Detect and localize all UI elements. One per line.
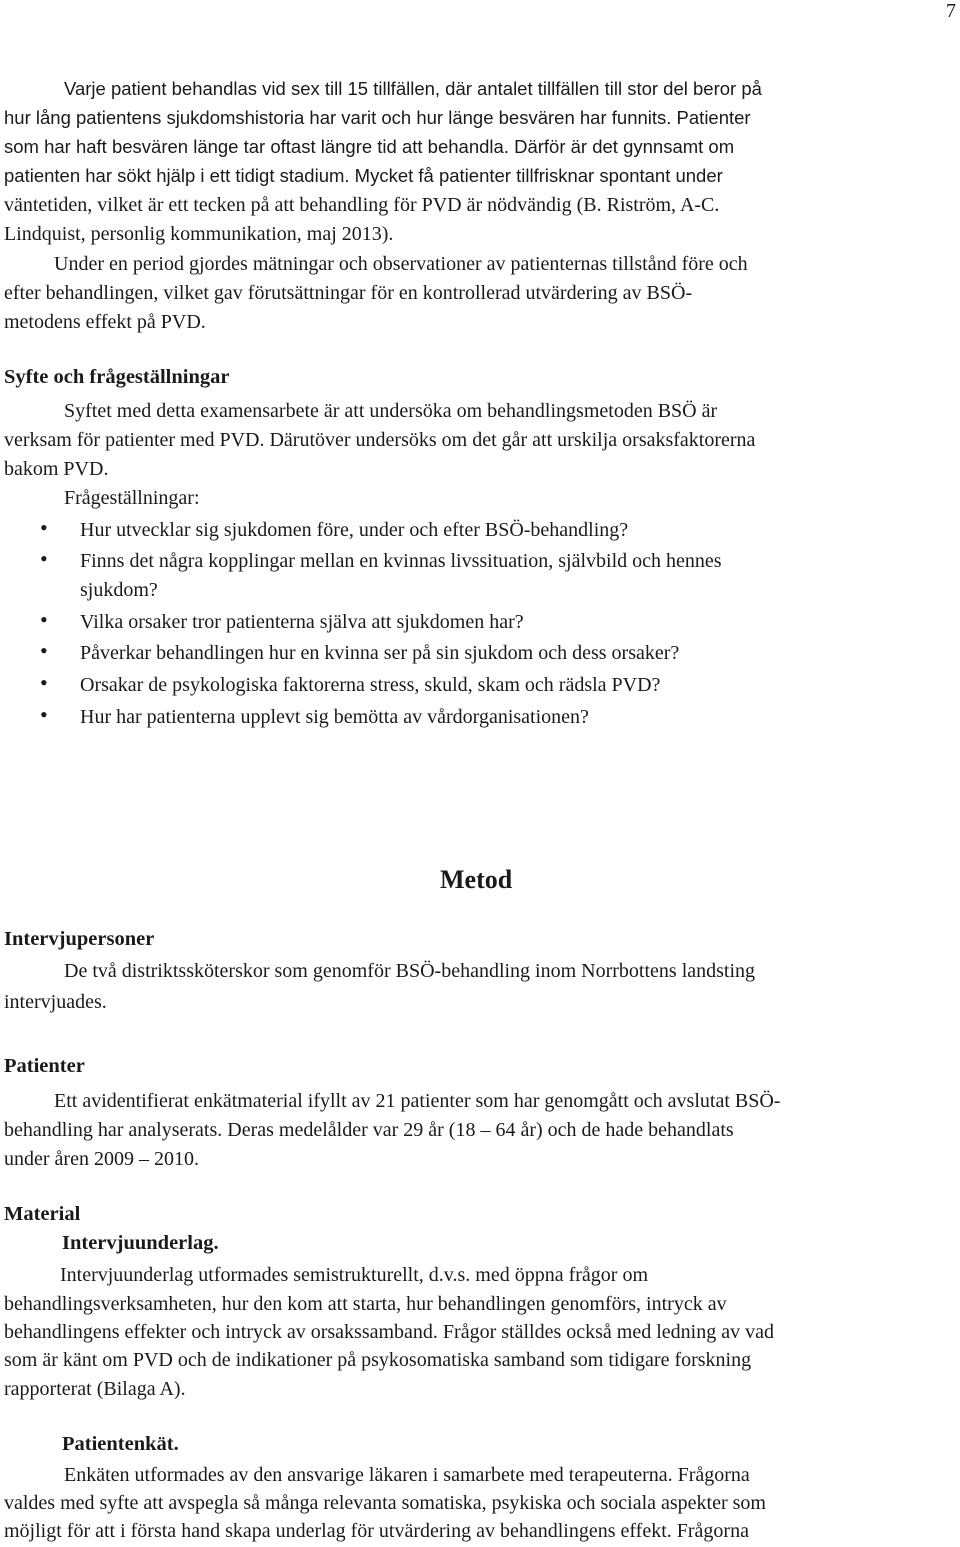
bullet-icon: •	[40, 638, 48, 663]
text-line: väntetiden, vilket är ett tecken på att behandling för PVD är nödvändig (B. Riström, A-C.	[4, 194, 720, 216]
list-item-text: Hur har patienterna upplevt sig bemötta av vårdorganisationen?	[80, 706, 589, 728]
text-line: efter behandlingen, vilket gav förutsättningar för en kontrollerad utvärdering av BSÖ-	[4, 282, 693, 304]
text-line: Ett avidentifierat enkätmaterial ifyllt av 21 patienter som har genomgått och avslutat BSÖ-	[54, 1090, 781, 1112]
text-line: Varje patient behandlas vid sex till 15 tillfällen, där antalet tillfällen till stor del beror på	[64, 78, 762, 99]
list-item-text: Påverkar behandlingen hur en kvinna ser på sin sjukdom och dess orsaker?	[80, 642, 680, 664]
list-item-text: Hur utvecklar sig sjukdomen före, under och efter BSÖ-behandling?	[80, 519, 629, 541]
text-line: metodens effekt på PVD.	[4, 311, 206, 333]
section-heading-syfte: Syfte och frågeställningar	[4, 366, 230, 388]
text-line: valdes med syfte att avspegla så många relevanta somatiska, psykiska och sociala aspekter som	[4, 1492, 766, 1514]
text-line: rapporterat (Bilaga A).	[4, 1378, 186, 1400]
list-item-text: Vilka orsaker tror patienterna själva att sjukdomen har?	[80, 611, 524, 633]
page-number: 7	[946, 0, 956, 22]
text-line: som har haft besvären länge tar oftast längre tid att behandla. Därför är det gynnsamt om	[4, 136, 735, 157]
text-line: patienten har sökt hjälp i ett tidigt stadium. Mycket få patienter tillfrisknar spontant under	[4, 165, 723, 186]
page-title: Metod	[440, 865, 513, 894]
text-line: Syftet med detta examensarbete är att undersöka om behandlingsmetoden BSÖ är	[64, 400, 718, 422]
text-line: behandlingsverksamheten, hur den kom att starta, hur behandlingen genomförs, intryck av	[4, 1293, 727, 1315]
text-line: behandling har analyserats. Deras medelålder var 29 år (18 – 64 år) och de hade behandlats	[4, 1119, 734, 1141]
text-line: verksam för patienter med PVD. Därutöver undersöks om det går att urskilja orsaksfaktorerna	[4, 429, 756, 451]
text-line: bakom PVD.	[4, 458, 109, 480]
text-line: behandlingens effekter och intryck av orsakssamband. Frågor ställdes också med ledning av vad	[4, 1321, 774, 1343]
subsection-heading-intervjuunderlag: Intervjuunderlag.	[62, 1232, 219, 1254]
bullet-icon: •	[40, 546, 48, 571]
list-item-text: sjukdom?	[80, 579, 158, 601]
bullet-icon: •	[40, 607, 48, 632]
list-item-text: Orsakar de psykologiska faktorerna stress, skuld, skam och rädsla PVD?	[80, 674, 661, 696]
subsection-heading-patientenkat: Patientenkät.	[62, 1433, 179, 1455]
list-item-text: Finns det några kopplingar mellan en kvinnas livssituation, självbild och hennes	[80, 550, 722, 572]
section-heading-patienter: Patienter	[4, 1055, 85, 1077]
text-line: som är känt om PVD och de indikationer på psykosomatiska samband som tidigare forskning	[4, 1349, 752, 1371]
text-line: Intervjuunderlag utformades semistrukturellt, d.v.s. med öppna frågor om	[60, 1264, 648, 1286]
text-line: under åren 2009 – 2010.	[4, 1148, 199, 1170]
text-line: intervjuades.	[4, 991, 107, 1013]
text-line: Enkäten utformades av den ansvarige läkaren i samarbete med terapeuterna. Frågorna	[64, 1464, 750, 1486]
bullet-icon: •	[40, 515, 48, 540]
section-heading-material: Material	[4, 1203, 81, 1225]
bullet-icon: •	[40, 670, 48, 695]
bullet-icon: •	[40, 702, 48, 727]
text-line: hur lång patientens sjukdomshistoria har varit och hur länge besvären har funnits. Patienter	[4, 107, 751, 128]
text-line: möjligt för att i första hand skapa underlag för utvärdering av behandlingens effekt. Frågorna	[4, 1520, 749, 1542]
questions-label: Frågeställningar:	[64, 487, 200, 509]
text-line: Lindquist, personlig kommunikation, maj 2013).	[4, 223, 394, 245]
text-line: Under en period gjordes mätningar och observationer av patienternas tillstånd före och	[54, 253, 748, 275]
section-heading-intervjupersoner: Intervjupersoner	[4, 928, 155, 950]
text-line: De två distriktssköterskor som genomför BSÖ-behandling inom Norrbottens landsting	[64, 960, 756, 982]
